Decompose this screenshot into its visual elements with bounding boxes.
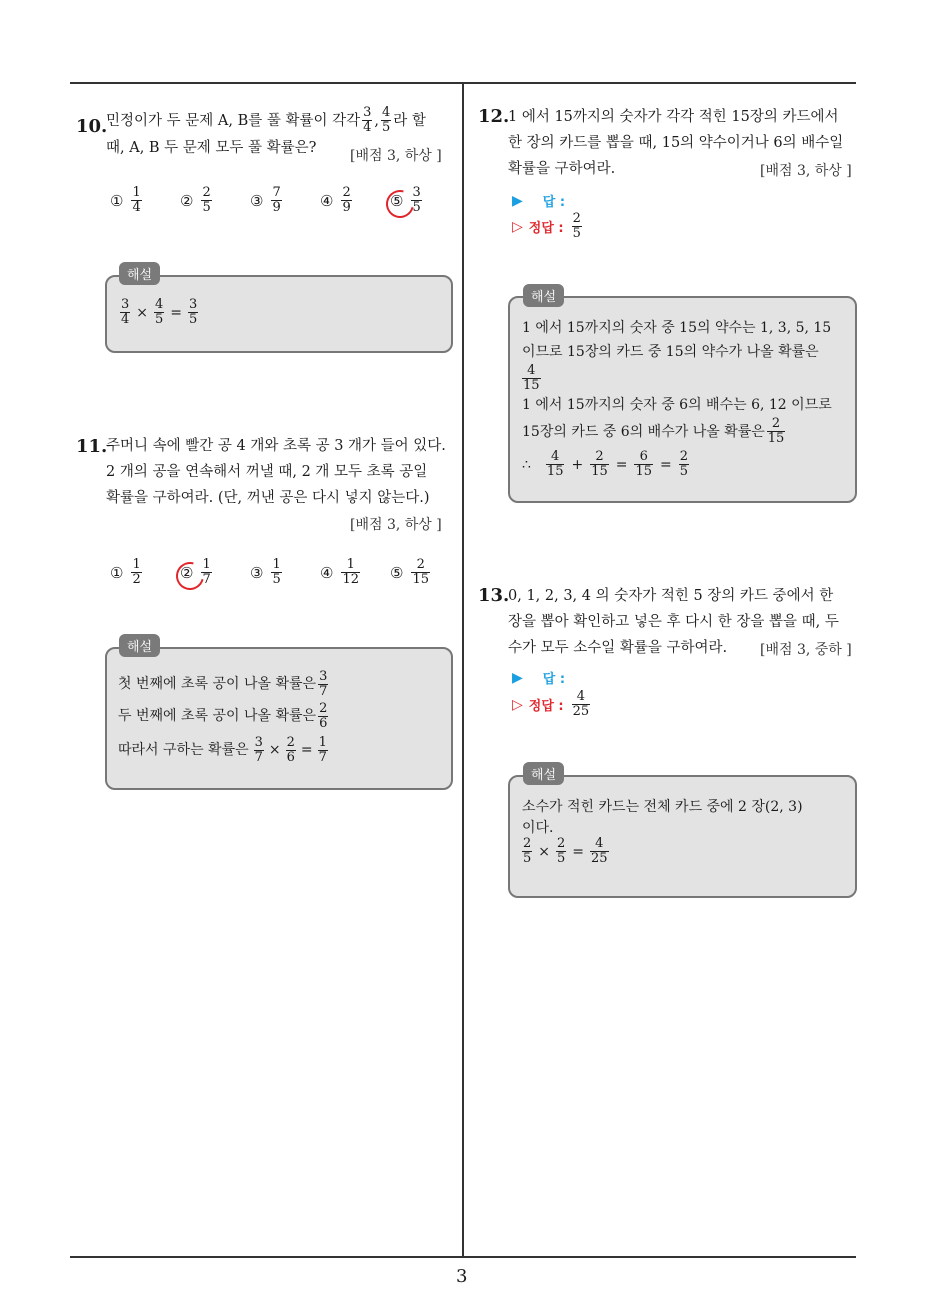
- triangle-outline-icon: ▷: [512, 696, 523, 713]
- option-4[interactable]: ④ $\frac{1}{12}$: [320, 557, 359, 587]
- option-5[interactable]: ⑤ $\frac{3}{5}$: [390, 185, 421, 215]
- score-info: [배점 3, 하상 ]: [760, 163, 852, 179]
- question-line: 민정이가 두 문제 A, B를 풀 확률이 각각: [106, 112, 361, 129]
- score-info: [배점 3, 하상 ]: [350, 517, 442, 533]
- question-line: 한 장의 카드를 뽑을 때, 15의 약수이거나 6의 배수일: [508, 135, 844, 151]
- play-icon: ▶: [512, 192, 523, 209]
- score-info: [배점 3, 하상 ]: [350, 148, 442, 164]
- option-3[interactable]: ③ $\frac{1}{5}$: [250, 557, 281, 587]
- fraction: $\frac{3}{4}$: [363, 105, 372, 135]
- question-number: 13.: [478, 585, 510, 606]
- solution-text: 소수가 적힌 카드는 전체 카드 중에 2 장(2, 3) 이다. $\frac{2}{5}$ × $\frac{2}{5}$ = $\frac{4}{25}$: [522, 799, 803, 866]
- solution-tag: 해설: [523, 284, 564, 307]
- question-line: 1 에서 15까지의 숫자가 각각 적힌 15장의 카드에서: [508, 109, 839, 125]
- option-3[interactable]: ③ $\frac{7}{9}$: [250, 185, 281, 215]
- question-number: 11.: [76, 436, 108, 457]
- option-2[interactable]: ② $\frac{1}{7}$: [180, 557, 211, 587]
- question-line: 때, A, B 두 문제 모두 풀 확률은?: [106, 140, 317, 156]
- solution-text: $\frac{3}{4}$ × $\frac{4}{5}$ = $\frac{3}{5}$: [121, 297, 198, 327]
- question-line: 확률을 구하여라.: [508, 161, 616, 177]
- question-number: 12.: [478, 106, 510, 127]
- question-line: 수가 모두 소수일 확률을 구하여라.: [508, 640, 728, 656]
- play-icon: ▶: [512, 669, 523, 686]
- question-line: 장을 뽑아 확인하고 넣은 후 다시 한 장을 뽑을 때, 두: [508, 614, 839, 630]
- question-line: 확률을 구하여라. (단, 꺼낸 공은 다시 넣지 않는다.): [106, 490, 430, 506]
- question-number: 10.: [76, 116, 108, 137]
- column-divider: [462, 82, 464, 1258]
- question-line: 주머니 속에 빨간 공 4 개와 초록 공 3 개가 들어 있다.: [106, 438, 446, 454]
- solution-tag: 해설: [523, 762, 564, 785]
- solution-tag: 해설: [119, 634, 160, 657]
- triangle-outline-icon: ▷: [512, 218, 523, 235]
- bottom-rule: [70, 1256, 856, 1258]
- question-line: 2 개의 공을 연속해서 꺼낼 때, 2 개 모두 초록 공일: [106, 464, 428, 480]
- option-2[interactable]: ② $\frac{2}{5}$: [180, 185, 211, 215]
- option-4[interactable]: ④ $\frac{2}{9}$: [320, 185, 351, 215]
- solution-tag: 해설: [119, 262, 160, 285]
- solution-text: 1 에서 15까지의 숫자 중 15의 약수는 1, 3, 5, 15 이므로 15장의 카드 중 15의 약수가 나올 확률은 $\frac{4}{15}$ 1 에서 15까지의 숫자 중 6의 배수는 6, 12 이므로 15장의 카드 중 6의 배수가 나올 확률은 $\frac{2}{15}$ ∴ $\frac{4}{15}$ + $\frac{2}{15}$ = $\frac{6}{15}$ = $\frac{2}{5}$: [522, 320, 832, 479]
- correct-answer: ▷ 정답 : $\frac{2}{5}$: [512, 211, 581, 241]
- answer-field[interactable]: ▶ 답 :: [512, 192, 566, 210]
- option-1[interactable]: ① $\frac{1}{2}$: [110, 557, 141, 587]
- question-text: [106, 433, 456, 511]
- question-text: 민정이가 두 문제 A, B를 풀 확률이 각각 $\frac{3}{4}$ , $\frac{4}{5}$ 라 할 때, A, B 두 문제 모두 풀 확률은?: [106, 106, 456, 161]
- option-5[interactable]: ⑤ $\frac{2}{15}$: [390, 557, 429, 587]
- answer-field[interactable]: ▶ 답 :: [512, 669, 566, 687]
- fraction: $\frac{4}{5}$: [382, 105, 391, 135]
- option-1[interactable]: ① $\frac{1}{4}$: [110, 185, 141, 215]
- question-line: 0, 1, 2, 3, 4 의 숫자가 적힌 5 장의 카드 중에서 한: [508, 588, 834, 604]
- correct-answer: ▷ 정답 : $\frac{4}{25}$: [512, 689, 590, 719]
- solution-text: 첫 번째에 초록 공이 나올 확률은 $\frac{3}{7}$ 두 번째에 초록 공이 나올 확률은 $\frac{2}{6}$ 따라서 구하는 확률은 $\frac{3}{7}$ × $\frac{2}{6}$ = $\frac{1}{7}$: [118, 668, 328, 765]
- score-info: [배점 3, 중하 ]: [760, 642, 852, 658]
- page-number: 3: [456, 1266, 468, 1287]
